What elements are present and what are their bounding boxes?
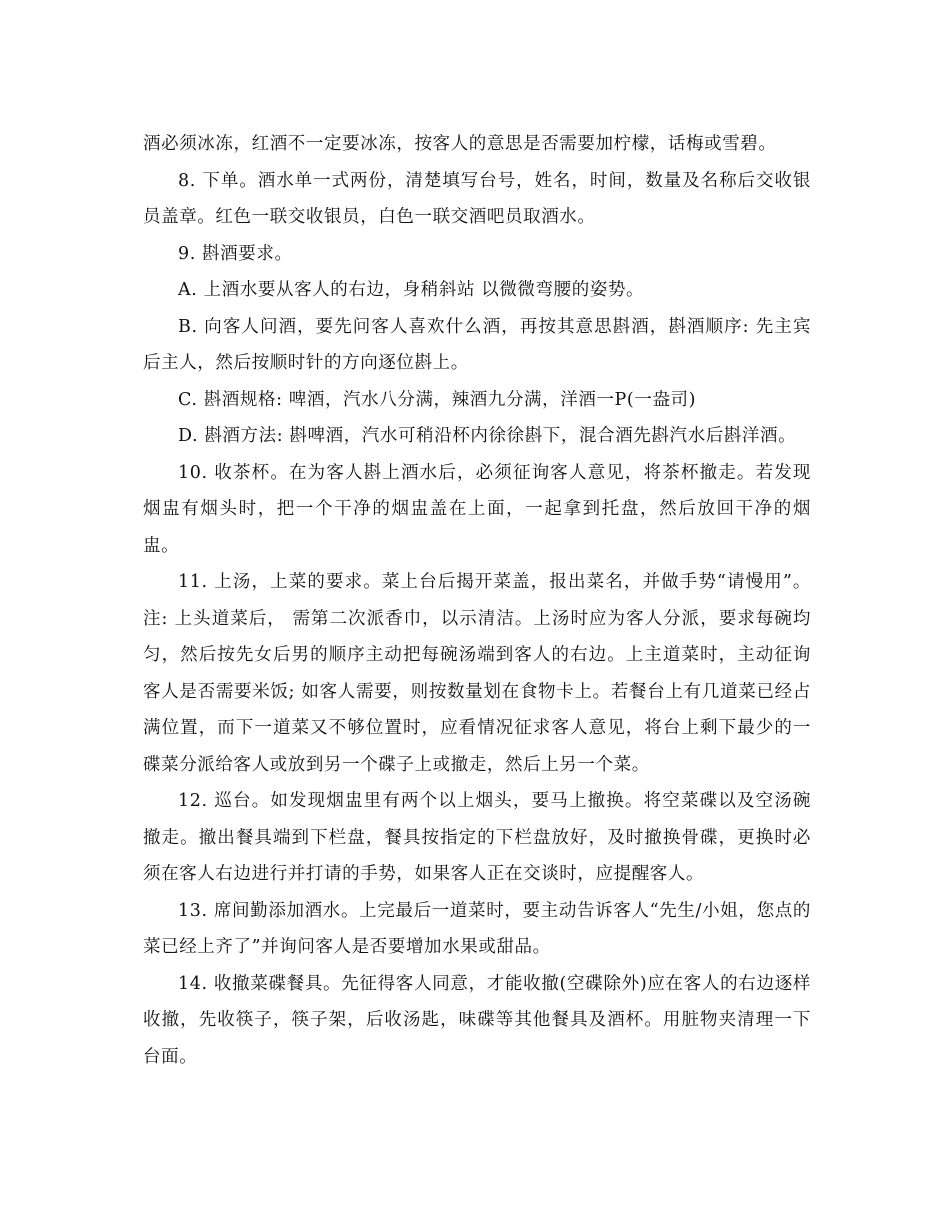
paragraph-item-9c: C. 斟酒规格: 啤酒，汽水八分满，辣酒九分满，洋酒一P(一盎司) (178, 389, 697, 410)
paragraph-item-13: 13. 席间勤添加酒水。上完最后一道菜时，要主动告诉客人“先生/小姐，您点的菜已经上齐了”并询问客人是否要增加水果或甜品。 (143, 900, 811, 957)
paragraph-item-9a: A. 上酒水要从客人的右边，身稍斜站 以微微弯腰的姿势。 (178, 280, 645, 300)
paragraph-item-9d: D. 斟酒方法: 斟啤酒，汽水可稍沿杯内徐徐斟下，混合酒先斟汽水后斟洋酒。 (178, 426, 797, 446)
paragraph-item-9b: B. 向客人问酒，要先问客人喜欢什么酒，再按其意思斟酒，斟酒顺序: 先主宾后主人，然后按顺时针的方向逐位斟上。 (143, 316, 811, 373)
paragraph-item-8: 8. 下单。酒水单一式两份，清楚填写台号，姓名，时间，数量及名称后交收银员盖章。红色一联交收银员，白色一联交酒吧员取酒水。 (143, 170, 811, 227)
paragraph-item-11: 11. 上汤，上菜的要求。菜上台后揭开菜盖，报出菜名，并做手势“请慢用”。注: 上头道菜后， 需第二次派香巾，以示清洁。上汤时应为客人分派，要求每碗均匀，然后按先女后男的顺序主动把每碗汤端到客人的右边。上主道菜时，主动征询客人是否需要米饭; 如客人需要，则按数量划在食物卡上。若餐台上有几道菜已经占满位置，而下一道菜又不够位置时，应看情况征求客人意见，将台上剩下最少的一碟菜分派给客人或放到另一个碟子上或撤走，然后上另一个菜。 (143, 572, 811, 775)
paragraph-continuation: 酒必须冰冻，红酒不一定要冰冻，按客人的意思是否需要加柠檬，话梅或雪碧。 (143, 134, 777, 154)
document-body (143, 126, 811, 1075)
paragraph-item-10: 10. 收茶杯。在为客人斟上酒水后，必须征询客人意见，将茶杯撤走。若发现烟盅有烟头时，把一个干净的烟盅盖在上面，一起拿到托盘，然后放回干净的烟盅。 (143, 462, 811, 556)
paragraph-item-14: 14. 收撤菜碟餐具。先征得客人同意，才能收撤(空碟除外)应在客人的右边逐样收撤，先收筷子，筷子架，后收汤匙，味碟等其他餐具及酒杯。用脏物夹清理一下台面。 (143, 973, 811, 1067)
paragraph-item-12: 12. 巡台。如发现烟盅里有两个以上烟头，要马上撤换。将空菜碟以及空汤碗撤走。撤出餐具端到下栏盘，餐具按指定的下栏盘放好，及时撤换骨碟，更换时必须在客人右边进行并打请的手势，如果客人正在交谈时，应提醒客人。 (143, 791, 811, 884)
paragraph-item-9: 9. 斟酒要求。 (178, 243, 293, 264)
